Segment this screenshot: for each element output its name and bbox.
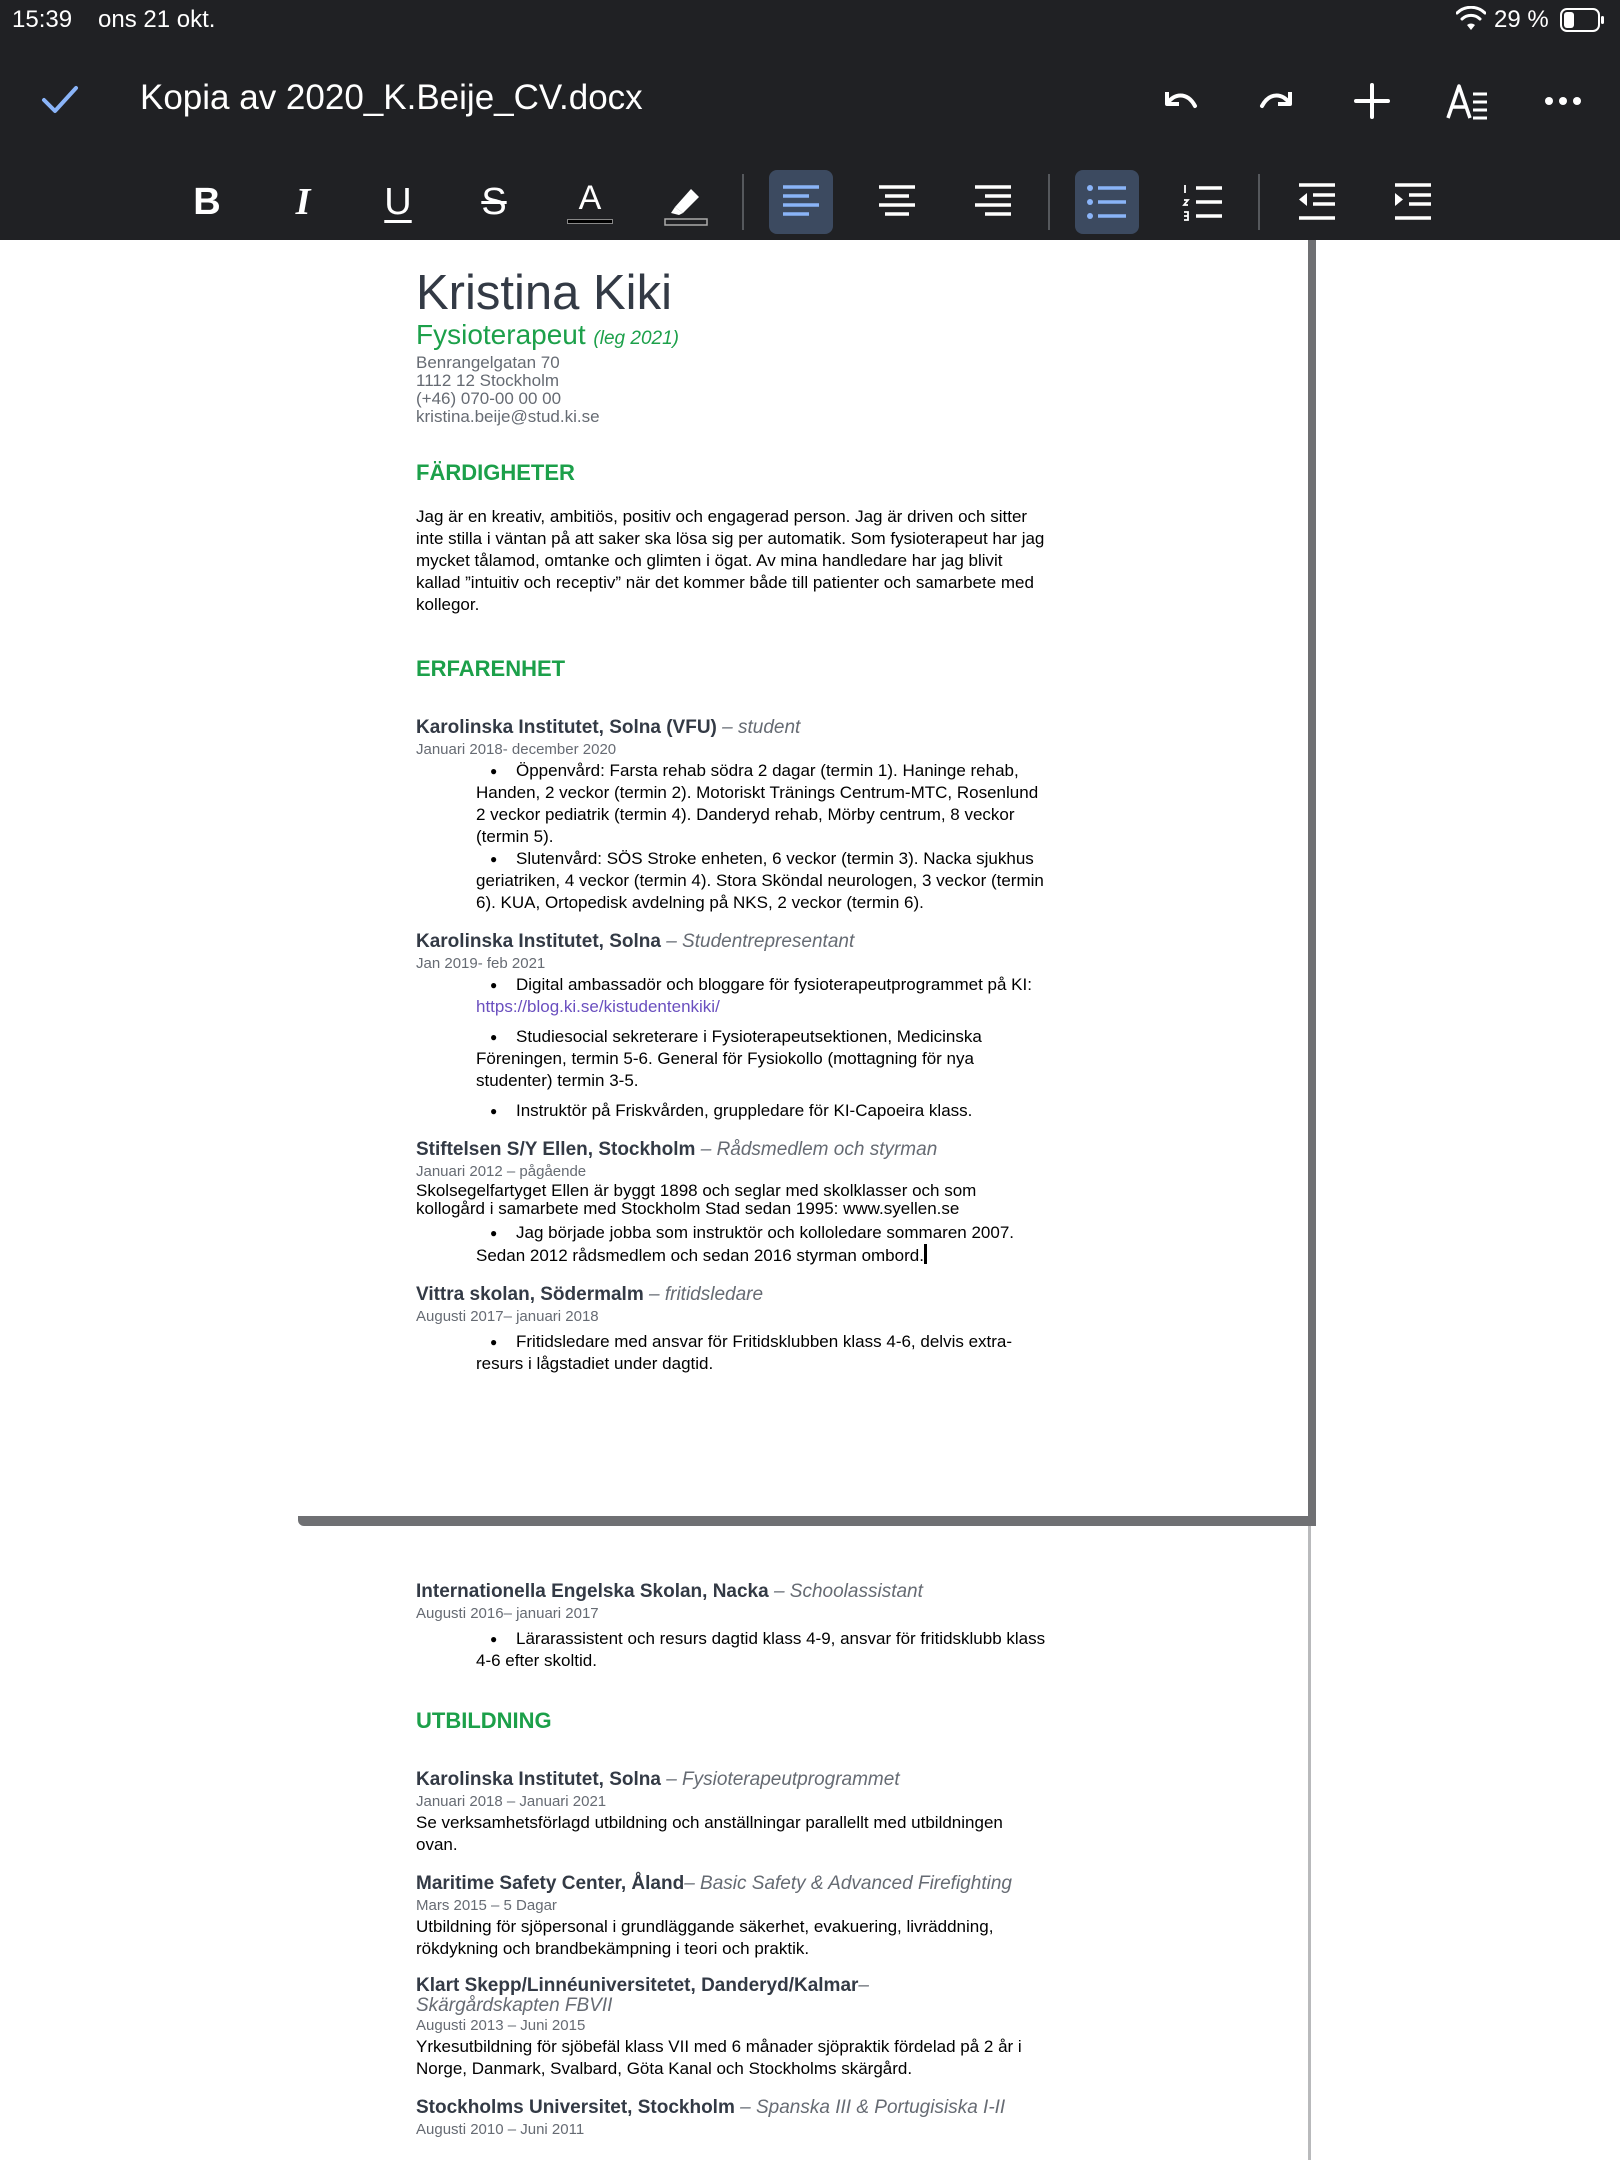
align-right-icon	[973, 182, 1013, 222]
list-item	[476, 1222, 1046, 1267]
job-bullets	[476, 1331, 1046, 1375]
increase-indent-button[interactable]	[1381, 170, 1445, 234]
align-center-icon	[877, 182, 917, 222]
job-dates: Augusti 2016– januari 2017	[416, 1605, 599, 1622]
align-center-button[interactable]	[865, 170, 929, 234]
battery-icon	[1560, 8, 1606, 32]
job-dates: Januari 2018- december 2020	[416, 741, 617, 758]
job-role: – fritidsledare	[643, 1284, 764, 1305]
cv-role	[416, 320, 1046, 354]
italic-icon: I	[295, 181, 311, 223]
bullet-list-icon	[1086, 182, 1128, 222]
list-item: ● Lärarassistent och resurs dagtid klass 4-9, ansvar för fritidsklubb klass 4-6 efter skoltid.	[476, 1628, 1046, 1672]
job-role: – Schoolassistant	[768, 1581, 923, 1602]
bold-button[interactable]	[175, 170, 239, 234]
section-heading-skills: FÄRDIGHETER	[416, 460, 575, 485]
status-date: ons 21 okt.	[98, 6, 216, 33]
job-title	[416, 1283, 1046, 1307]
edu-dates: Augusti 2013 – Juni 2015	[416, 2017, 586, 2034]
blog-link[interactable]: https://blog.ki.se/kistudentenkiki/	[476, 997, 720, 1016]
align-left-icon	[781, 182, 821, 222]
wifi-icon	[1456, 6, 1486, 32]
job-bullets	[476, 974, 1046, 1122]
redo-icon[interactable]	[1252, 76, 1302, 126]
edu-org: Stockholms Universitet, Stockholm	[416, 2097, 735, 2118]
align-left-button[interactable]	[769, 170, 833, 234]
strikethrough-icon: S	[481, 181, 507, 223]
document-canvas[interactable]	[0, 240, 1620, 2160]
toolbar-divider	[742, 174, 744, 230]
list-item	[476, 974, 1046, 1018]
page-edge	[1308, 1526, 1311, 2160]
cv-name: Kristina Kiki	[416, 266, 672, 320]
numbered-list-icon	[1182, 182, 1224, 222]
text-color-button[interactable]	[558, 170, 622, 234]
job-role: – student	[716, 717, 801, 738]
cv-role-title: Fysioterapeut	[416, 319, 586, 350]
status-bar	[0, 0, 1620, 40]
page-shadow	[1308, 240, 1316, 1526]
underline-icon: U	[384, 181, 412, 223]
strikethrough-button[interactable]	[462, 170, 526, 234]
job-role: – Studentrepresentant	[660, 931, 855, 952]
edu-description: Yrkesutbildning för sjöbefäl klass VII med 6 månader sjöpraktik fördelad på 2 år i Norge, Danmark, Svalbard, Göta Kanal och Stockholms skärgård.	[416, 2037, 1022, 2078]
job-org: Stiftelsen S/Y Ellen, Stockholm	[416, 1139, 696, 1160]
checkmark-icon[interactable]	[40, 82, 80, 118]
job-org: Internationella Engelska Skolan, Nacka	[416, 1581, 769, 1602]
edu-program: – Basic Safety & Advanced Firefighting	[684, 1873, 1012, 1894]
italic-button[interactable]	[271, 170, 335, 234]
text-color-icon: A	[578, 178, 602, 217]
edu-title	[416, 1976, 936, 2016]
list-item: ● Slutenvård: SÖS Stroke enheten, 6 veckor (termin 3). Nacka sjukhus geriatriken, 4 veckor (termin 4). Stora Sköndal neurologen, 3 veckor (termin 6). KUA, Ortopedisk avdelning på NKS, 2 veckor (termin 6).	[476, 848, 1046, 914]
cv-document-page-2[interactable]	[416, 1580, 1046, 2140]
text-format-icon[interactable]	[1443, 76, 1493, 126]
job-title	[416, 930, 1046, 954]
format-toolbar	[0, 160, 1620, 240]
decrease-indent-button[interactable]	[1285, 170, 1349, 234]
job-bullets	[476, 1222, 1046, 1267]
text-color-swatch	[567, 219, 613, 224]
document-title: Kopia av 2020_K.Beije_CV.docx	[140, 78, 643, 117]
job-dates: Augusti 2017– januari 2018	[416, 1308, 599, 1325]
job-title	[416, 716, 1046, 740]
bold-icon: B	[193, 181, 221, 223]
edu-dates: Januari 2018 – Januari 2021	[416, 1793, 607, 1810]
list-item: ● Instruktör på Friskvården, gruppledare för KI-Capoeira klass.	[476, 1100, 1046, 1122]
job-org: Vittra skolan, Södermalm	[416, 1284, 644, 1305]
more-icon[interactable]	[1538, 76, 1588, 126]
numbered-list-button[interactable]	[1171, 170, 1235, 234]
edu-program: – Spanska III & Portugisiska I-II	[734, 2097, 1006, 2118]
increase-indent-icon	[1393, 182, 1433, 222]
bullet-list-button[interactable]	[1075, 170, 1139, 234]
status-time: 15:39	[12, 6, 73, 33]
job-bullets	[476, 760, 1046, 914]
app-bar	[0, 40, 1620, 160]
page-break-shadow	[298, 1516, 1316, 1526]
list-item: ● Studiesocial sekreterare i Fysioterapeutsektionen, Medicinska Föreningen, termin 5-6. General för Fysiokollo (mottagning för nya studenter) termin 3-5.	[476, 1026, 1046, 1092]
cv-phone: (+46) 070-00 00 00	[416, 389, 562, 408]
highlight-button[interactable]	[654, 170, 718, 234]
cv-address-line1: Benrangelgatan 70	[416, 353, 560, 372]
edu-description: Se verksamhetsförlagd utbildning och anställningar parallellt med utbildningen ovan.	[416, 1813, 1003, 1854]
bullet-text: Jag började jobba som instruktör och kolloledare sommaren 2007. Sedan 2012 rådsmedlem och sedan 2016 styrman ombord.	[476, 1223, 1014, 1265]
job-description: Skolsegelfartyget Ellen är byggt 1898 och seglar med skolklasser och som kollogård i samarbete med Stockholm Stad sedan 1995: www.syellen.se	[416, 1181, 977, 1218]
toolbar-divider	[1048, 174, 1050, 230]
job-org: Karolinska Institutet, Solna (VFU)	[416, 717, 717, 738]
underline-button[interactable]	[366, 170, 430, 234]
cv-document-body[interactable]	[416, 264, 1046, 1375]
text-cursor	[924, 1244, 927, 1264]
cv-email: kristina.beije@stud.ki.se	[416, 407, 600, 426]
plus-icon[interactable]	[1347, 76, 1397, 126]
edu-program: – Fysioterapeutprogrammet	[660, 1769, 900, 1790]
section-heading-experience: ERFARENHET	[416, 656, 566, 681]
list-item: ● Öppenvård: Farsta rehab södra 2 dagar (termin 1). Haninge rehab, Handen, 2 veckor (termin 2). Motoriskt Tränings Centrum-MTC, Rosenlund 2 veckor pediatrik (termin 4). Danderyd rehab, Mörby centrum, 8 veckor (termin 5).	[476, 760, 1046, 848]
decrease-indent-icon	[1297, 182, 1337, 222]
list-item: ● Fritidsledare med ansvar för Fritidsklubben klass 4-6, delvis extra-resurs i lågstadiet under dagtid.	[476, 1331, 1046, 1375]
job-title	[416, 1580, 1046, 1604]
edu-title	[416, 1768, 1046, 1792]
job-bullets	[476, 1628, 1046, 1672]
edu-dates: Augusti 2010 – Juni 2011	[416, 2121, 585, 2138]
edu-org: Maritime Safety Center, Åland	[416, 1873, 685, 1894]
battery-percent: 29 %	[1494, 6, 1549, 33]
cv-address-line2: 1112 12 Stockholm	[416, 371, 560, 390]
edu-org: Klart Skepp/Linnéuniversitetet, Danderyd/Kalmar	[416, 1975, 859, 1996]
edu-dates: Mars 2015 – 5 Dagar	[416, 1897, 557, 1914]
skills-paragraph: Jag är en kreativ, ambitiös, positiv och engagerad person. Jag är driven och sitter inte stilla i väntan på att saker ska lösa sig per automatik. Som fysioterapeut har jag mycket tålamod, omtanke och glimten i ögat. Av mina handledare har jag blivit kallad ”intuitiv och receptiv” när det kommer både till patienter och samarbete med kollegor.	[416, 507, 1045, 614]
highlighter-icon	[661, 177, 711, 227]
bullet-text: Digital ambassadör och bloggare för fysioterapeutprogrammet på KI:	[516, 975, 1032, 994]
job-dates: Jan 2019- feb 2021	[416, 955, 546, 972]
edu-program: – Skärgårdskapten FBVII	[416, 1975, 869, 2016]
edu-description: Utbildning för sjöpersonal i grundläggande säkerhet, evakuering, livräddning, rökdykning och brandbekämpning i teori och praktik.	[416, 1917, 994, 1958]
section-heading-education: UTBILDNING	[416, 1708, 552, 1733]
job-role: – Rådsmedlem och styrman	[695, 1139, 938, 1160]
cv-role-note: (leg 2021)	[593, 328, 679, 349]
edu-title	[416, 2096, 1046, 2120]
job-org: Karolinska Institutet, Solna	[416, 931, 661, 952]
edu-title	[416, 1872, 1046, 1896]
toolbar-divider	[1258, 174, 1260, 230]
edu-org: Karolinska Institutet, Solna	[416, 1769, 661, 1790]
job-title	[416, 1138, 1046, 1162]
align-right-button[interactable]	[961, 170, 1025, 234]
undo-icon[interactable]	[1155, 76, 1205, 126]
job-dates: Januari 2012 – pågående	[416, 1163, 587, 1180]
